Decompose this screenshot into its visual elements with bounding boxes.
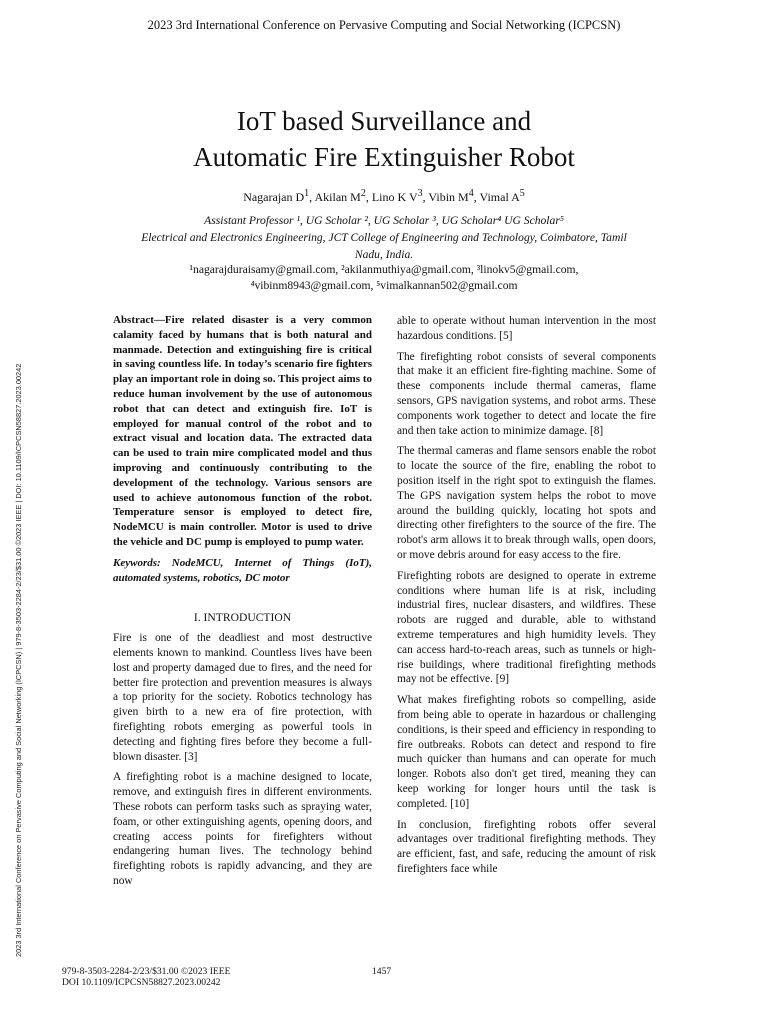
right-paragraph-3: Firefighting robots are designed to operate in extreme conditions where human life is at risk, including industrial fires, nuclear disasters, and wildfires. These robots are rugged and durable, able to withstand extreme temperatures and high humidity levels. They can access hard-to-reach areas, such as tunnels or high-rise buildings, where traditional firefighting methods may not be effective. [9] (397, 569, 656, 686)
right-paragraph-0: able to operate without human intervention in the most hazardous conditions. [5] (397, 315, 656, 342)
title-line-1: IoT based Surveillance and (236, 106, 532, 136)
author-1: Nagarajan D (243, 190, 305, 204)
abstract: Abstract—Fire related disaster is a very common calamity faced by humans that is both natural and manmade. Detection and extinguishing fire is critical in saving countless life. In today’s scenario fire fighters play an important role in doing so. This project aims to reduce human involvement by the use of autonomous robot that can detect and extinguish fire. IoT is employed for manual control of the robot and to extract visual and location data. The extracted data can be used to train mire complicated model and thus improving and continuously contributing to the development of the technology. Various sensors are used to achieve autonomous function of the robot. Temperature sensor is employed to detect fire, NodeMCU is main controller. Motor is used to drive the vehicle and DC pump is employed to pump water. (113, 314, 372, 548)
author-4: Vibin M (428, 190, 469, 204)
right-paragraph-2: The thermal cameras and flame sensors enable the robot to locate the source of the fire, enabling the robot to position itself in the right spot to extinguish the flames. The GPS navigation system helps the robot to move around the building quickly, locating hot spots and directing other firefighters to the source of the fire. The robot's arm allows it to break through walls, open doors, or move debris around for easy access to the fire. (397, 445, 656, 561)
author-2-sup: 2 (360, 188, 366, 199)
author-3-sup: 3 (417, 188, 423, 199)
intro-paragraph-1: Fire is one of the deadliest and most destructive elements known to mankind. Countless lives have been lost and property damaged due to fires, and the need for better fire protection and prevention measures is always a top priority for the society. Robotics technology has given birth to a new era of fire protection, with firefighting robots emerging as powerful tools in detecting and fighting fires before they become a full-blown disaster. [3] (113, 632, 372, 763)
footer-isbn: 979-8-3503-2284-2/23/$31.00 ©2023 IEEE (62, 966, 231, 977)
author-emails (100, 262, 668, 294)
keywords: Keywords: NodeMCU, Internet of Things (IoT), automated systems, robotics, DC motor (113, 556, 372, 584)
author-1-sup: 1 (304, 188, 310, 199)
footer-publication-info (62, 966, 231, 988)
author-3: Lino K V (371, 190, 418, 204)
intro-paragraph-2: A firefighting robot is a machine designed to locate, remove, and extinguish fires in different environments. These robots can perform tasks such as spraying water, foam, or other extinguishing agents, opening doors, and creating access points for firefighters without endangering human lives. The technology behind firefighting robots is rapidly advancing, and they are now (113, 771, 372, 887)
conference-header: 2023 3rd International Conference on Pervasive Computing and Social Networking (ICPCSN) (147, 18, 621, 32)
author-4-sup: 4 (468, 188, 474, 199)
author-2: Akilan M (314, 190, 361, 204)
author-5: Vimal A (479, 190, 520, 204)
section-heading-introduction: I. INTRODUCTION (193, 611, 292, 625)
side-doi-note: 2023 3rd International Conference on Pervasive Computing and Social Networking (ICPCSN) | 979-8-3503-2284-2/23/$31.00 ©2023 IEEE | DOI: 10.1109/ICPCSN58827.2023.00242 (14, 363, 23, 957)
affiliation-line-2: Nadu, India. (354, 248, 414, 261)
affiliation (100, 212, 668, 263)
emails-line-2: ⁴vibinm8943@gmail.com, ⁵vimalkannan502@gmail.com (250, 279, 518, 292)
emails-line-1: ¹nagarajduraisamy@gmail.com, ²akilanmuthiya@gmail.com, ³linokv5@gmail.com, (189, 263, 579, 276)
right-paragraph-1: The firefighting robot consists of several components that make it an efficient fire-fighting machine. Some of these components include thermal cameras, flame sensors, GPS navigation systems, and robot arms. These components work together to detect and locate the fire and then take action to minimize damage. [8] (397, 350, 656, 437)
author-5-sup: 5 (519, 188, 525, 199)
right-paragraph-5: In conclusion, firefighting robots offer several advantages over traditional firefighting methods. They are efficient, fast, and safe, reducing the amount of risk firefighters face while (397, 818, 656, 875)
footer-doi: DOI 10.1109/ICPCSN58827.2023.00242 (62, 977, 221, 988)
right-column (397, 314, 656, 883)
left-column (113, 313, 372, 895)
right-paragraph-4: What makes firefighting robots so compelling, aside from being able to operate in hazardous or challenging conditions, is their speed and efficiency in responding to fire outbreaks. Robots can detect and respond to fire much quicker than humans and can operate for much longer. Robots also don't get tired, meaning they can keep working for longer hours until the task is completed. [10] (397, 694, 656, 810)
page-number: 1457 (372, 966, 392, 977)
title-line-2: Automatic Fire Extinguisher Robot (193, 142, 575, 172)
affiliation-roles: Assistant Professor ¹, UG Scholar ², UG Scholar ³, UG Scholar⁴ UG Scholar⁵ (204, 214, 564, 227)
paper-title (0, 103, 768, 175)
author-list: Nagarajan $D^1$, Akilan $M^2$, Lino K $V^3$, Vibin $M^4$, Vimal $A^5$ (243, 188, 525, 204)
affiliation-line-1: Electrical and Electronics Engineering, JCT College of Engineering and Technology, Coimbatore, Tamil (141, 231, 627, 244)
